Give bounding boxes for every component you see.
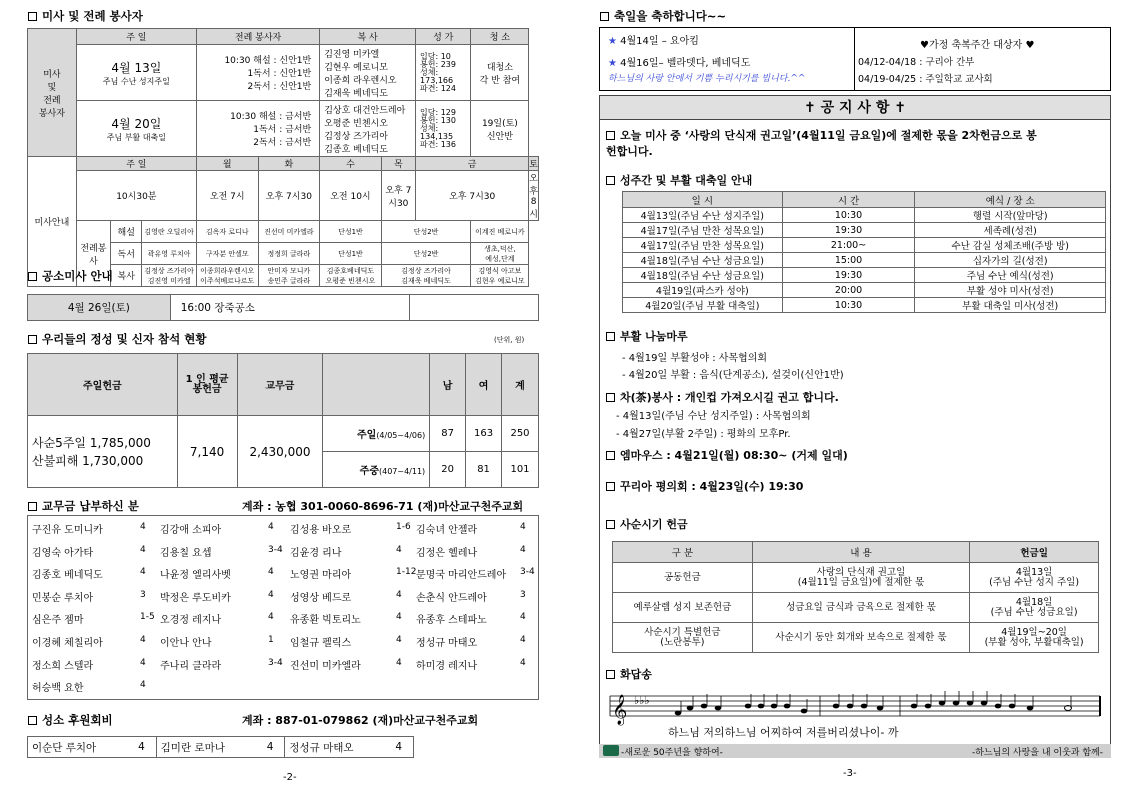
table-cell: 4월18일(주님 수난 성금요일) xyxy=(623,268,783,283)
table-cell: 수난 감실 성체조배(주방 방) xyxy=(915,238,1106,253)
dues-account: 계좌 : 농협 301-0060-8696-71 (재)마산교구천주교회 xyxy=(242,500,524,513)
table-cell: 행렬 시작(앞마당) xyxy=(915,208,1106,223)
dues-months: 4 xyxy=(140,680,146,691)
dues-months: 4 xyxy=(140,567,146,578)
section-title-holy-week: 성주간 및 부활 대축일 안내 xyxy=(606,172,752,188)
mass-table: 미사 및 전례 봉사자 주 일 전례 봉사자 복 사 성 가 청 소 4월 13일 주님 수난 성지주일 10:30 해설 : 신안1반 1독서 : 신안1반 2독서 : 신안1반 김진영 미카엘 김현우 예로니모 이종희 라우렌시오 김재욱 베네딕도 입당: 10 봉헌: 239 성체: 173,166 파견: 124 대청소 각 반 참여 4월 20일 주님 부활 대축일 10:30 해설 : 금서반 1독서 : 금서반 2독서 : 금서반 김상호 대건안드레아 오평준 빈첸시오 김정상 즈가리아 김종호 베네딕도 입당: 129 봉헌: 130 성체: 134,135 파견: 136 19일(토) 신안반 미사안내 주 일 월 화 수 목 금 토 10시30분 오전 7시 오후 7시30 오전 10시 오후 7시30 오후 7시30 오후 8시 전례봉사 해설 김영란 오딜리아 김옥자 로디나 진선미 미카엘라 단성1반 단성2반 이계진 베로니카 독서 곽유영 루치아 구자분 안셀모 정정희 글라라 단성1반 단성2반 생초,덕산, 예성,단계 복사 김정상 즈가리아 김진영 미카엘 이종희라우렌시오 이주석베르나르도 안미자 모니카 송민주 글라라 김종호베네딕도 오평준 빈첸시오 김정상 즈가리아 김재욱 베네딕도 김영식 아고보 김현우 예로니모 xyxy=(27,28,539,287)
dues-name: 유종환 빅토리노 xyxy=(290,615,361,627)
star-icon: ★ xyxy=(608,36,617,47)
sanctuary-table: 이순단 루치아 4 김미란 로마나 4 정성규 마태오 4 xyxy=(27,736,414,758)
dues-name: 진선미 미카엘라 xyxy=(290,660,361,672)
response-lyrics: 하느님 저의하느님 어찌하여 저를버리셨나이- 까 xyxy=(668,726,899,739)
table-row xyxy=(623,298,1106,313)
dues-name: 오경정 레지나 xyxy=(160,615,222,627)
feast-item: ★ 4월16일– 벨라뎃다, 베네딕도 xyxy=(608,58,751,69)
table-cell: 세족례(성전) xyxy=(915,223,1106,238)
dues-name: 허승백 요한 xyxy=(32,683,84,695)
dues-name: 정성규 마태오 xyxy=(416,638,478,649)
dues-months: 4 xyxy=(268,522,274,532)
dues-name: 이경혜 체칠리아 xyxy=(32,638,103,649)
dues-months: 1-5 xyxy=(140,612,155,623)
table-row xyxy=(623,208,1106,223)
treble-clef-icon: 𝄞 xyxy=(612,695,628,725)
dues-name: 노영권 마리아 xyxy=(290,570,352,582)
dues-months: 3-4 xyxy=(268,544,283,555)
dues-months: 4 xyxy=(268,567,274,578)
holy-week-table: 일 시 시 간 예식 / 장 소 4월13일(주님 수난 성지주일) 10:30 행렬 시작(앞마당) 4월17일(주님 만찬 성목요일) 19:30 세족례(성전) 4월17일(주님 만찬 성목요일) 21:00~ 수난 감실 성체조배(주방 방) 4월18일(주님 수난 성금요일) 15:00 십자가의 길(성전) 4월18일(주님 수난 성금요일) 19:30 주님 수난 예식(성전) 4월19일(파스카 성야) 20:00 부활 성야 미사(성전) 4월20일(주님 부활 대축일) 10:30 부활 대축일 미사(성전) xyxy=(622,191,1106,313)
table-cell: 15:00 xyxy=(782,253,915,268)
dues-list xyxy=(27,515,539,700)
section-title-easter-share: 부활 나눔마루 xyxy=(606,328,688,344)
dues-name: 김숙녀 안젤라 xyxy=(416,525,478,536)
table-cell: 4월20일(주님 부활 대축일) xyxy=(623,298,783,313)
notice-curia: 꾸리아 평의회 : 4월23일(수) 19:30 xyxy=(606,478,803,494)
dues-months: 4 xyxy=(520,657,526,668)
section-title-mass: 미사 및 전례 봉사자 xyxy=(28,8,143,24)
table-row xyxy=(613,623,1099,653)
dues-name: 성영상 베드로 xyxy=(290,592,352,604)
section-title-public-mass: 공소미사 안내 xyxy=(28,268,113,284)
hdr-sunday: 주 일 xyxy=(76,29,196,45)
dues-name: 박정은 루도비카 xyxy=(160,592,231,604)
section-title-offering: 우리들의 정성 및 신자 참석 현황 xyxy=(28,331,206,347)
page-number: -3- xyxy=(843,768,857,779)
notice-box: ✝ 공 지 사 항 ✝ 오늘 미사 중 ‘사랑의 단식재 권고일’(4월11일 금요일)에 절제한 몫을 2차헌금으로 봉헌합니다. 성주간 및 부활 대축일 안내 일 시 시 간 예식 / 장 소 4월13일(주님 수난 성지주일) 10:30 행렬 시작(앞마당) 4월17일(주님 만찬 성목요일) 19:30 세족례(성전) 4월17일(주님 만찬 성목요일) 21:00~ 수난 감실 성체조배(주방 방) 4월18일(주님 수난 성금요일) 15:00 십자가의 길(성전) 4월18일(주님 수난 성금요일) 19:30 주님 수난 예식(성전) 4월19일(파스카 성야) 20:00 부활 성야 미사(성전) 4월20일(주님 부활 대축일) 10:30 부활 대축일 미사(성전) 부활 나눔마루 - 4월19일 부활성야 : 사목협의회 - 4월20일 부활 : 음식(단계공소), 설겆이(신안1반) 차(茶)봉사 : 개인컵 가져오시길 권고 합니다. - 4월13일(주님 수난 성지주일) : 사목협의회 - 4월27일(부활 2주일) : 평화의 모후Pr. 엠마우스 : 4월21일(월) 08:30~ (거제 일대) 꾸리아 평의회 : 4월23일(수) 19:30 사순시기 헌금 구 분 내 용 헌금일 공동헌금 사랑의 단식재 권고일 (4월11일 금요일)에 절제한 몫 4월13일 (주님 수난 성지 주일) 예루살렘 성지 보존헌금 성금요일 금식과 금육으로 절제한 몫 4월18일 (주님 수난 성금요일) 사순시기 특별헌금 (노란봉투) 사순시기 동안 회개와 보속으로 절제한 몫 4월19일~20일 (부활 성야, 부활대축일) 화답송 𝄞 ♭♭♭ 하느님 저의하느님 어찌하여 저를버리셨나이- 까 xyxy=(599,95,1111,758)
dues-name: 김용칠 요셉 xyxy=(160,547,212,559)
dues-months: 4 xyxy=(140,635,146,645)
dues-months: 4 xyxy=(396,589,402,600)
dues-months: 4 xyxy=(268,589,274,600)
footer-right: -하느님의 사랑을 내 이웃과 함께- xyxy=(972,748,1103,758)
hdr-servers: 전례 봉사자 xyxy=(196,29,319,45)
hdr-altar: 복 사 xyxy=(320,29,416,45)
svg-text:♭♭♭: ♭♭♭ xyxy=(634,694,650,707)
dues-name: 심은주 젬마 xyxy=(32,615,84,627)
lent-table: 구 분 내 용 헌금일 공동헌금 사랑의 단식재 권고일 (4월11일 금요일)에 절제한 몫 4월13일 (주님 수난 성지 주일) 예루살렘 성지 보존헌금 성금요일 금식과 금육으로 절제한 몫 4월18일 (주님 수난 성금요일) 사순시기 특별헌금 (노란봉투) 사순시기 동안 회개와 보속으로 절제한 몫 4월19일~20일 (부활 성야, 부활대축일) xyxy=(612,541,1099,653)
dues-name: 김종호 베네딕도 xyxy=(32,570,103,582)
table-cell: 4월13일 (주님 수난 성지 주일) xyxy=(970,563,1099,593)
dues-name: 구진유 도미니카 xyxy=(32,525,103,536)
table-cell: 사순시기 특별헌금 (노란봉투) xyxy=(613,623,753,653)
table-cell: 성금요일 금식과 금육으로 절제한 몫 xyxy=(752,593,970,623)
dues-months: 3 xyxy=(520,589,526,600)
dues-months: 4 xyxy=(140,544,146,555)
dues-months: 4 xyxy=(520,612,526,623)
section-title-response: 화답송 xyxy=(606,666,652,682)
footer-bar xyxy=(599,744,1111,758)
table-row xyxy=(623,238,1106,253)
dues-name: 나윤정 엘리사벳 xyxy=(160,570,231,582)
page-3 xyxy=(575,0,1135,800)
table-cell: 4월17일(주님 만찬 성목요일) xyxy=(623,223,783,238)
section-title-dues: 교무금 납부하신 분 xyxy=(28,498,139,514)
table-cell: 주님 수난 예식(성전) xyxy=(915,268,1106,283)
footer-left: -새로운 50주년을 향하여- xyxy=(621,748,723,758)
dues-months: 4 xyxy=(140,522,146,532)
offering-table: 주일헌금 1 인 평균 봉헌금 교무금 남 여 계 사순5주일 1,785,000 산불피해 1,730,000 7,140 2,430,000 주일(4/05~4/06) 87 163 250 주중(407~4/11) 20 81 101 xyxy=(27,353,539,488)
dues-months: 4 xyxy=(520,635,526,645)
table-cell: 예루살렘 성지 보존헌금 xyxy=(613,593,753,623)
notice-emmaus: 엠마우스 : 4월21일(월) 08:30~ (거제 일대) xyxy=(606,447,848,463)
dues-name: 하미경 레지나 xyxy=(416,660,478,672)
dues-months: 4 xyxy=(140,657,146,668)
dues-name: 이안나 안나 xyxy=(160,638,212,649)
page-number: -2- xyxy=(283,772,297,783)
table-cell: 10:30 xyxy=(782,208,915,223)
table-row xyxy=(613,593,1099,623)
dues-months: 4 xyxy=(396,657,402,668)
table-cell: 4월19일~20일 (부활 성야, 부활대축일) xyxy=(970,623,1099,653)
unit-label: (단위, 원) xyxy=(494,336,525,344)
logo-icon xyxy=(603,745,619,756)
dues-months: 4 xyxy=(268,612,274,623)
table-row xyxy=(613,563,1099,593)
page-2 xyxy=(0,0,560,800)
star-icon: ★ xyxy=(608,58,617,69)
section-title-feast: 축일을 축하합니다~~ xyxy=(600,8,726,24)
table-cell: 19:30 xyxy=(782,268,915,283)
table-cell: 부활 대축일 미사(성전) xyxy=(915,298,1106,313)
public-mass-table: 4월 26일(토) 16:00 장죽공소 xyxy=(27,294,539,321)
guide-side-label: 미사안내 xyxy=(28,157,77,287)
hdr-hymn: 성 가 xyxy=(416,29,471,45)
dues-months: 4 xyxy=(520,544,526,555)
table-cell: 4월18일(주님 수난 성금요일) xyxy=(623,253,783,268)
dues-name: 김성용 바오로 xyxy=(290,525,352,536)
dues-name: 김정은 헬레나 xyxy=(416,547,478,559)
dues-months: 4 xyxy=(520,522,526,532)
music-staff xyxy=(608,684,1102,742)
table-row xyxy=(623,223,1106,238)
mass-side-label: 미사 및 전례 봉사자 xyxy=(28,29,77,157)
family-title: ♥가정 축복주간 대상자 ♥ xyxy=(920,40,1035,51)
feast-item: ★ 4월14일 – 요아킴 xyxy=(608,36,699,47)
mass-row: 4월 20일 주님 부활 대축일 10:30 해설 : 금서반 1독서 : 금서반 2독서 : 금서반 김상호 대건안드레아 오평준 빈첸시오 김정상 즈가리아 김종호 베네딕도 입당: 129 봉헌: 130 성체: 134,135 파견: 136 19일(토) 신안반 xyxy=(28,101,539,157)
table-cell: 10:30 xyxy=(782,298,915,313)
section-title-tea: 차(茶)봉사 : 개인컵 가져오시길 권고 합니다. xyxy=(606,389,839,405)
dues-name: 김윤경 리나 xyxy=(290,547,342,559)
feast-blessing: 하느님의 사랑 안에서 기쁨 누리시기를 빕니다.^^ xyxy=(608,74,806,84)
dues-name: 김영숙 아가타 xyxy=(32,547,94,559)
dues-months: 3-4 xyxy=(520,567,535,578)
dues-months: 1-6 xyxy=(396,522,411,532)
dues-name: 문명국 마리안드레아 xyxy=(416,570,507,582)
dues-months: 4 xyxy=(396,635,402,645)
section-title-lent: 사순시기 헌금 xyxy=(606,516,688,532)
table-cell: 4월17일(주님 만찬 성목요일) xyxy=(623,238,783,253)
table-row xyxy=(623,253,1106,268)
table-cell: 사순시기 동안 회개와 보속으로 절제한 몫 xyxy=(752,623,970,653)
dues-months: 1-12 xyxy=(396,567,417,578)
feast-box: ★ 4월14일 – 요아킴 ★ 4월16일– 벨라뎃다, 베네딕도 하느님의 사랑 안에서 기쁨 누리시기를 빕니다.^^ ♥가정 축복주간 대상자 ♥ 04/12-04/18 : 구리아 간부 04/19-04/25 : 주일학교 교사회 xyxy=(599,27,1111,91)
table-cell: 부활 성야 미사(성전) xyxy=(915,283,1106,298)
table-row xyxy=(623,268,1106,283)
section-title-sanctuary: 성소 후원회비 xyxy=(28,712,113,728)
dues-name: 김강애 소피아 xyxy=(160,525,222,536)
hdr-clean: 청 소 xyxy=(471,29,529,45)
table-cell: 19:30 xyxy=(782,223,915,238)
dues-name: 손춘식 안드레아 xyxy=(416,592,487,604)
notice-title: ✝ 공 지 사 항 ✝ xyxy=(600,96,1110,120)
notice-1: 오늘 미사 중 ‘사랑의 단식재 권고일’(4월11일 금요일)에 절제한 몫을 2차헌금으로 봉헌합니다. xyxy=(606,129,1037,158)
dues-name: 임철규 펠릭스 xyxy=(290,638,352,649)
dues-months: 3 xyxy=(140,589,146,600)
table-cell: 십자가의 길(성전) xyxy=(915,253,1106,268)
dues-name: 민봉순 루치아 xyxy=(32,592,94,604)
sanctuary-account: 계좌 : 887-01-079862 (재)마산교구천주교회 xyxy=(242,714,479,727)
dues-name: 정소희 스텔라 xyxy=(32,660,94,672)
dues-months: 3-4 xyxy=(268,657,283,668)
table-cell: 4월18일 (주님 수난 성금요일) xyxy=(970,593,1099,623)
table-cell: 21:00~ xyxy=(782,238,915,253)
table-row xyxy=(623,283,1106,298)
dues-name: 유종후 스테파노 xyxy=(416,615,487,627)
dues-name: 주나리 클라라 xyxy=(160,660,222,672)
table-cell: 4월13일(주님 수난 성지주일) xyxy=(623,208,783,223)
dues-months: 4 xyxy=(396,612,402,623)
mass-row: 4월 13일 주님 수난 성지주일 10:30 해설 : 신안1반 1독서 : 신안1반 2독서 : 신안1반 김진영 미카엘 김현우 예로니모 이종희 라우렌시오 김재욱 베네딕도 입당: 10 봉헌: 239 성체: 173,166 파견: 124 대청소 각 반 참여 xyxy=(28,45,539,101)
dues-months: 4 xyxy=(396,544,402,555)
table-cell: 공동헌금 xyxy=(613,563,753,593)
table-cell: 20:00 xyxy=(782,283,915,298)
dues-months: 1 xyxy=(268,635,274,645)
table-cell: 4월19일(파스카 성야) xyxy=(623,283,783,298)
table-cell: 사랑의 단식재 권고일 (4월11일 금요일)에 절제한 몫 xyxy=(752,563,970,593)
